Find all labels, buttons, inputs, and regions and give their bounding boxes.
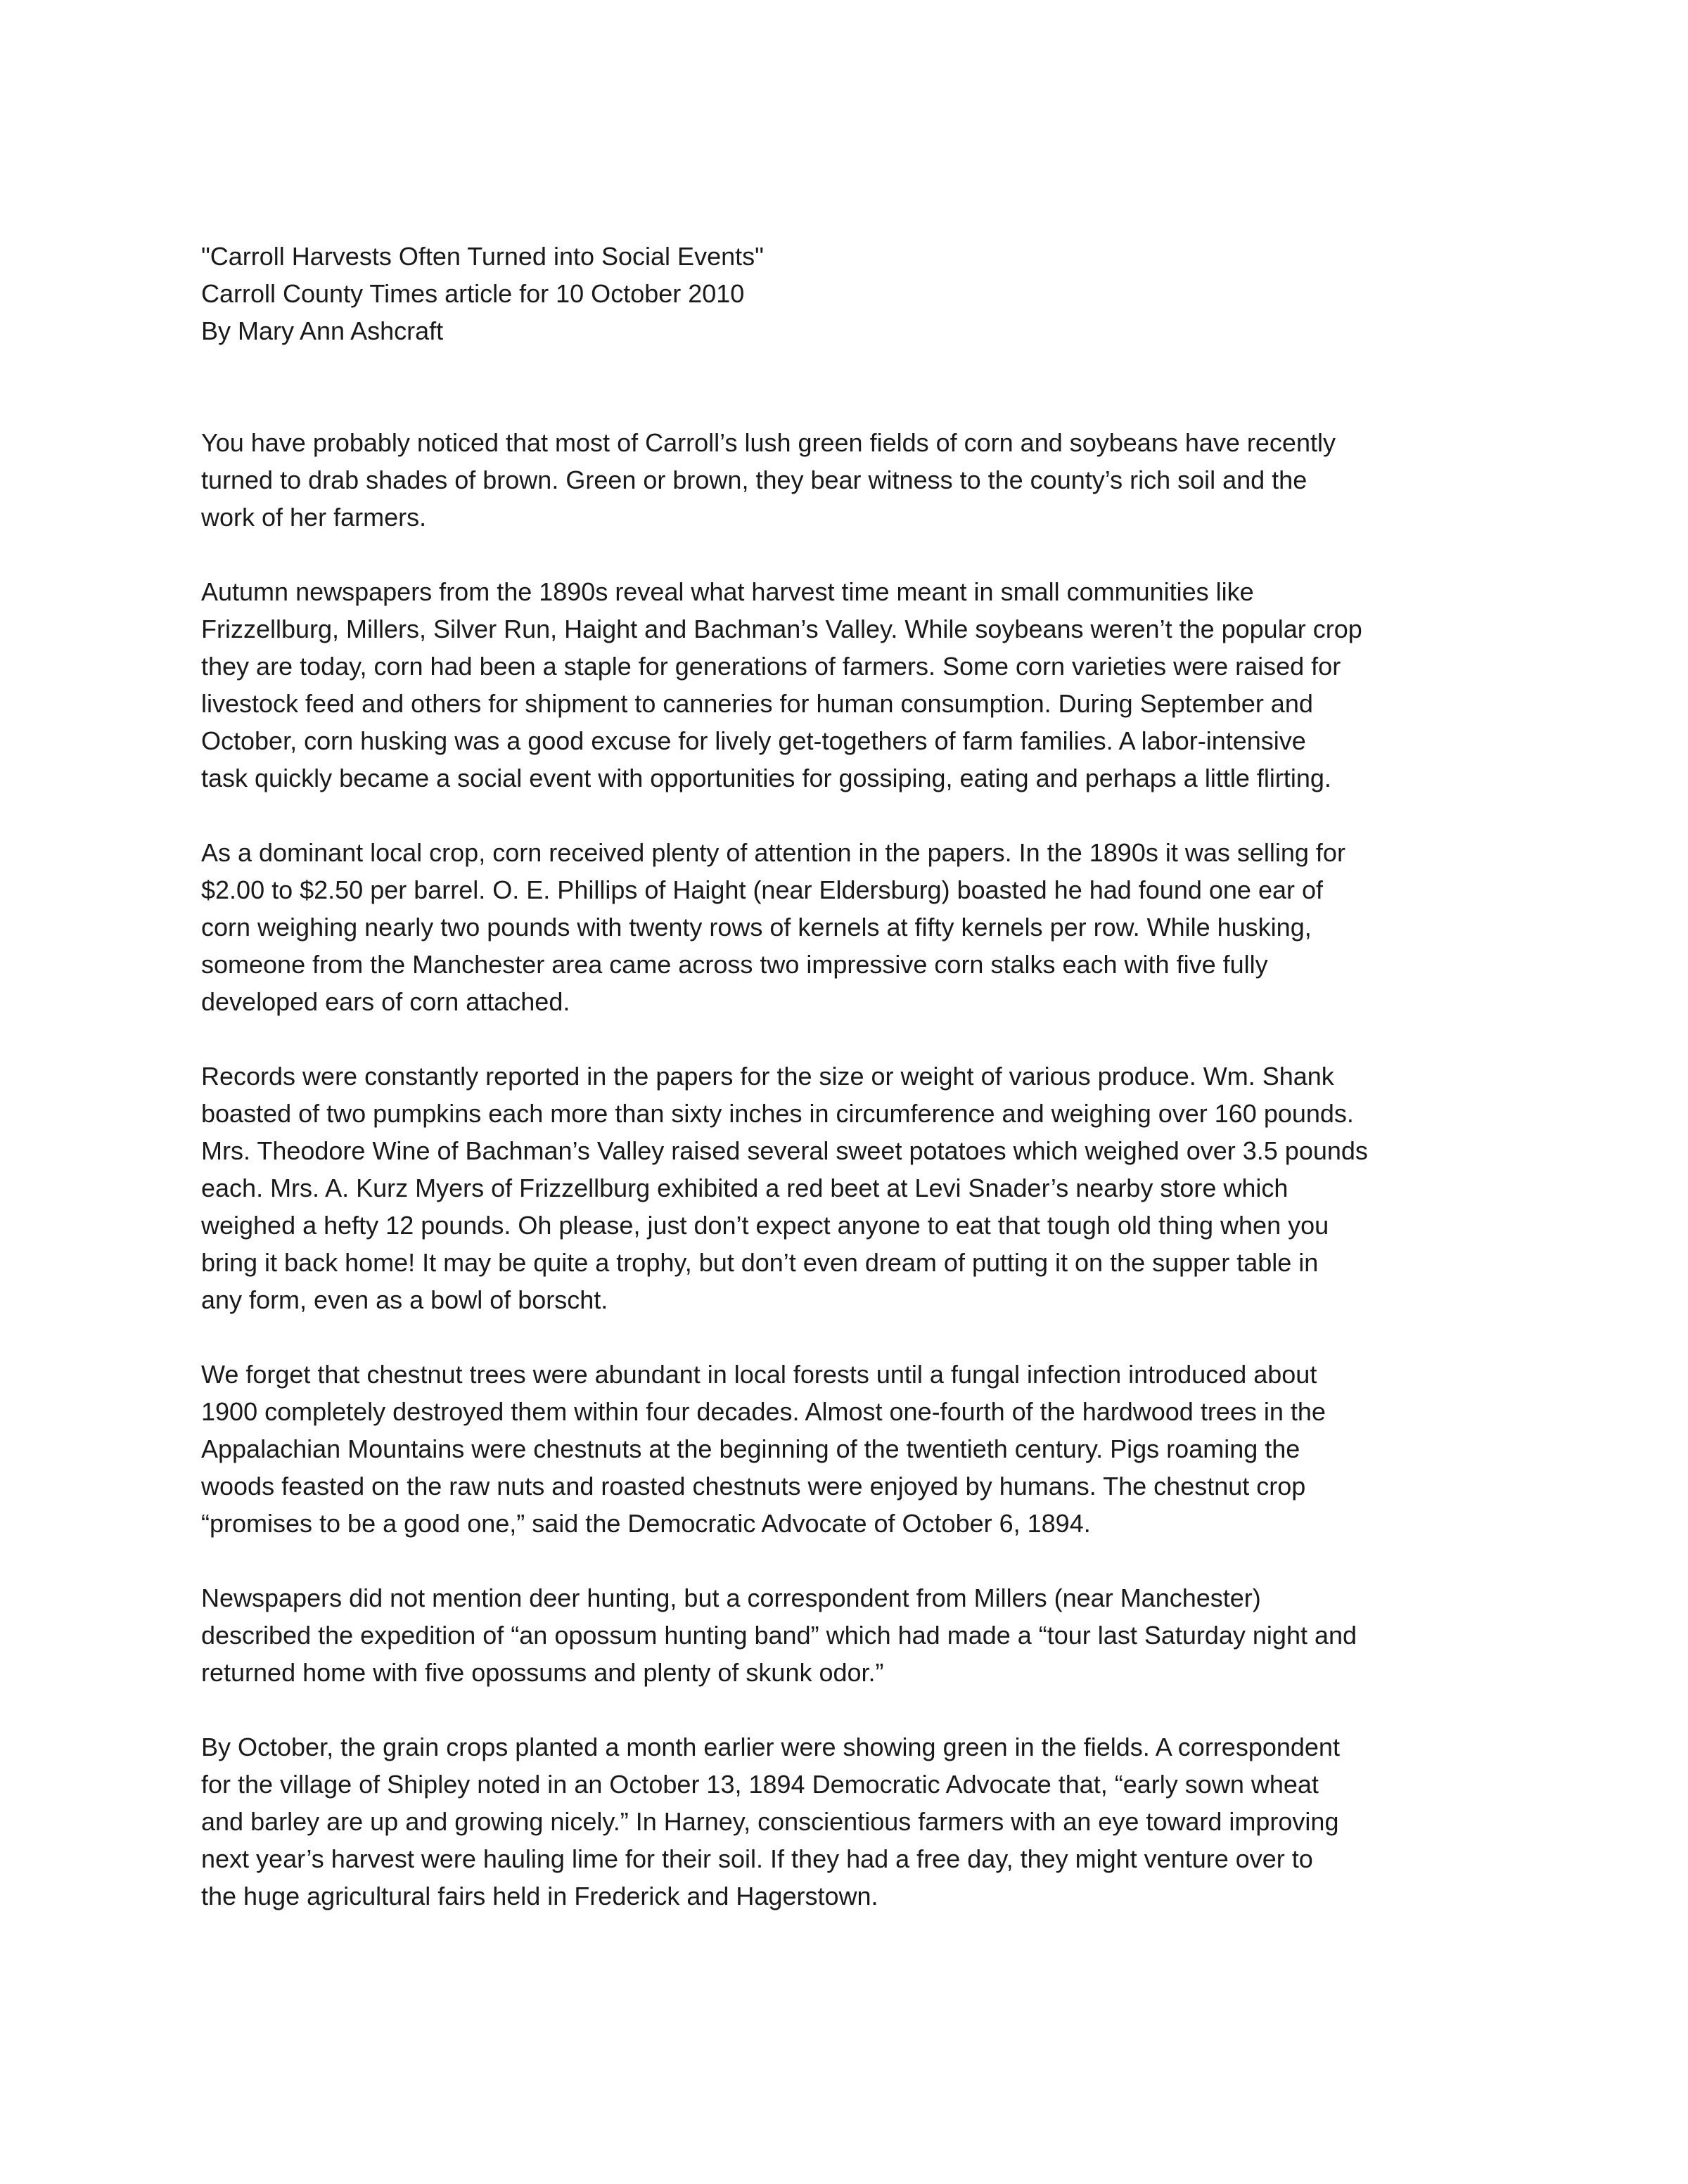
paragraph-line: bring it back home! It may be quite a trophy, but don’t even dream of putting it on the supper table in (201, 1248, 1319, 1277)
paragraph-line: work of her farmers. (201, 503, 427, 532)
paragraph-line: You have probably noticed that most of Carroll’s lush green fields of corn and soybeans have recently (201, 428, 1336, 457)
paragraph-line: any form, even as a bowl of borscht. (201, 1285, 608, 1314)
paragraph-line: returned home with five opossums and plenty of skunk odor.” (201, 1658, 884, 1687)
paragraph-line: turned to drab shades of brown. Green or brown, they bear witness to the county’s rich soil and the (201, 465, 1307, 494)
paragraph-line: $2.00 to $2.50 per barrel. O. E. Phillips of Haight (near Eldersburg) boasted he had found one ear of (201, 875, 1324, 904)
paragraph-line: each. Mrs. A. Kurz Myers of Frizzellburg exhibited a red beet at Levi Snader’s nearby store which (201, 1174, 1289, 1202)
paragraph-line: they are today, corn had been a staple for generations of farmers. Some corn varieties were raised for (201, 652, 1341, 681)
paragraph-line: boasted of two pumpkins each more than sixty inches in circumference and weighing over 160 pounds. (201, 1099, 1354, 1128)
paragraph-line: Newspapers did not mention deer hunting, but a correspondent from Millers (near Manchester) (201, 1584, 1261, 1612)
paragraph-line: the huge agricultural fairs held in Frederick and Hagerstown. (201, 1882, 878, 1910)
paragraph-line: task quickly became a social event with opportunities for gossiping, eating and perhaps a little flirting. (201, 764, 1331, 792)
paragraph-line: corn weighing nearly two pounds with twenty rows of kernels at fifty kernels per row. While husking, (201, 913, 1312, 942)
byline: By Mary Ann Ashcraft (201, 316, 444, 345)
paragraph-line: developed ears of corn attached. (201, 987, 570, 1016)
paragraph-line: next year’s harvest were hauling lime for their soil. If they had a free day, they might venture over to (201, 1844, 1313, 1873)
article-body (201, 424, 1523, 1915)
paragraph-line: and barley are up and growing nicely.” In Harney, conscientious farmers with an eye toward improving (201, 1807, 1339, 1836)
paragraph-line: “promises to be a good one,” said the Democratic Advocate of October 6, 1894. (201, 1509, 1091, 1538)
article-header (201, 238, 1523, 349)
paragraph-line: Appalachian Mountains were chestnuts at the beginning of the twentieth century. Pigs roaming the (201, 1434, 1300, 1463)
paragraph-line: 1900 completely destroyed them within four decades. Almost one-fourth of the hardwood trees in the (201, 1397, 1326, 1426)
article-text (201, 238, 1523, 1915)
paragraph-line: Records were constantly reported in the papers for the size or weight of various produce. Wm. Shank (201, 1062, 1334, 1091)
paragraph-line: Frizzellburg, Millers, Silver Run, Haight and Bachman’s Valley. While soybeans weren’t the popular crop (201, 615, 1362, 643)
paragraph-line: described the expedition of “an opossum hunting band” which had made a “tour last Saturday night and (201, 1621, 1357, 1650)
paragraph (201, 573, 1523, 797)
paragraph-line: livestock feed and others for shipment to canneries for human consumption. During September and (201, 689, 1313, 718)
paragraph (201, 1728, 1523, 1915)
paragraph-line: Autumn newspapers from the 1890s reveal what harvest time meant in small communities like (201, 577, 1254, 606)
paragraph-line: We forget that chestnut trees were abundant in local forests until a fungal infection introduced about (201, 1360, 1317, 1389)
paragraph-line: for the village of Shipley noted in an October 13, 1894 Democratic Advocate that, “early sown wheat (201, 1770, 1319, 1799)
paragraph-line: woods feasted on the raw nuts and roasted chestnuts were enjoyed by humans. The chestnut crop (201, 1472, 1306, 1501)
publication-line: Carroll County Times article for 10 October 2010 (201, 279, 745, 308)
paragraph (201, 1058, 1523, 1318)
paragraph-line: By October, the grain crops planted a month earlier were showing green in the fields. A correspondent (201, 1733, 1340, 1761)
article-title: "Carroll Harvests Often Turned into Social Events" (201, 242, 764, 271)
paragraph-line: Mrs. Theodore Wine of Bachman’s Valley raised several sweet potatoes which weighed over 3.5 pounds (201, 1136, 1368, 1165)
paragraph (201, 1579, 1523, 1691)
paragraph-line: October, corn husking was a good excuse for lively get-togethers of farm families. A labor-intensive (201, 726, 1306, 755)
paragraph-line: As a dominant local crop, corn received plenty of attention in the papers. In the 1890s it was selling for (201, 838, 1345, 867)
paragraph (201, 834, 1523, 1020)
paragraph-line: someone from the Manchester area came across two impressive corn stalks each with five fully (201, 950, 1268, 979)
paragraph (201, 1356, 1523, 1542)
paragraph (201, 424, 1523, 536)
paragraph-line: weighed a hefty 12 pounds. Oh please, just don’t expect anyone to eat that tough old thing when you (201, 1211, 1329, 1240)
